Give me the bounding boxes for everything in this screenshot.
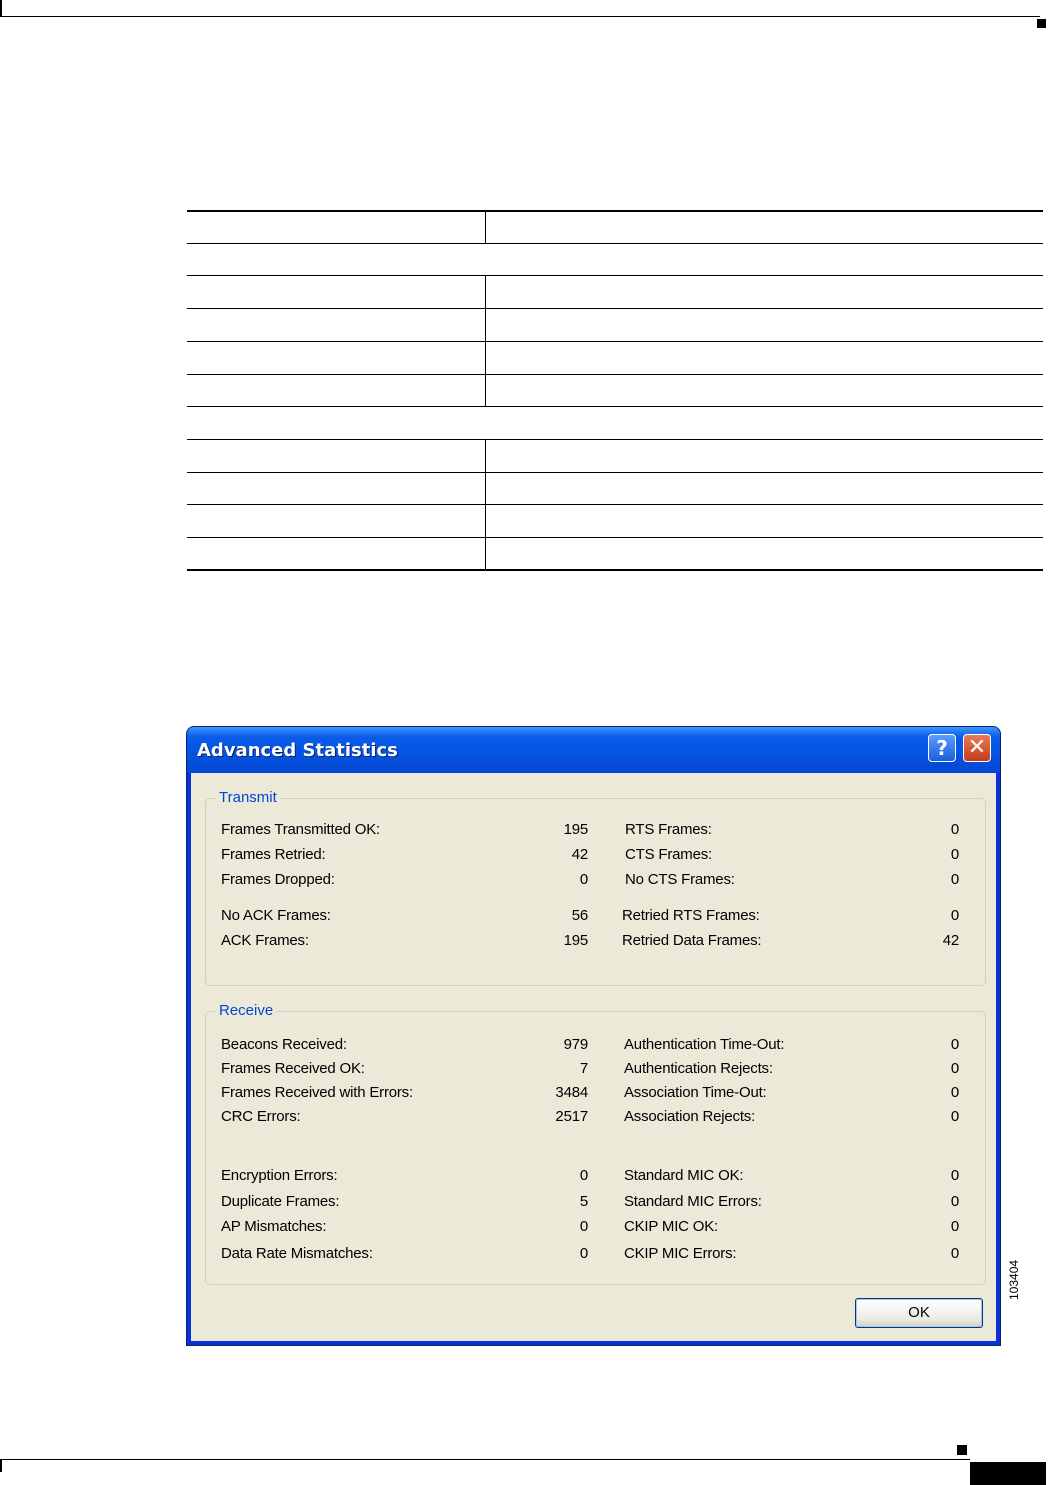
stat-value: 0 (579, 1167, 588, 1184)
table-rule (187, 243, 1043, 244)
stat-value: 0 (950, 1193, 959, 1210)
stat-value: 56 (571, 907, 588, 924)
stat-label: Frames Transmitted OK: (221, 821, 380, 838)
stat-label: CKIP MIC OK: (624, 1218, 719, 1235)
footer-page-box (970, 1462, 1046, 1485)
table-rule (187, 406, 1043, 407)
stat-label: Standard MIC OK: (624, 1167, 744, 1184)
footer-marker (957, 1445, 967, 1455)
header-rule (0, 16, 1040, 17)
footer-tick (0, 1460, 2, 1472)
document-table (187, 210, 1043, 571)
stat-value: 0 (950, 1245, 959, 1262)
stat-label: Duplicate Frames: (221, 1193, 340, 1210)
stat-label: No CTS Frames: (625, 871, 735, 888)
stat-value: 0 (950, 907, 959, 924)
stat-label: No ACK Frames: (221, 907, 331, 924)
table-rule (187, 537, 1043, 538)
stat-value: 0 (950, 846, 959, 863)
receive-legend: Receive (216, 1002, 276, 1019)
table-column-divider (485, 275, 486, 407)
stat-label: AP Mismatches: (221, 1218, 327, 1235)
stat-label: Association Time-Out: (624, 1084, 767, 1101)
stat-label: CRC Errors: (221, 1108, 301, 1125)
table-rule (187, 308, 1043, 309)
table-rule (187, 439, 1043, 440)
stat-value: 3484 (555, 1084, 588, 1101)
stat-label: ACK Frames: (221, 932, 309, 949)
dialog-body (191, 773, 996, 1341)
table-rule (187, 472, 1043, 473)
table-column-divider (485, 439, 486, 570)
stat-value: 5 (579, 1193, 588, 1210)
stat-label: Beacons Received: (221, 1036, 347, 1053)
help-icon: ? (936, 736, 948, 760)
figure-id: 103404 (1007, 1259, 1021, 1300)
stat-value: 42 (942, 932, 959, 949)
table-rule (187, 374, 1043, 375)
stat-value: 0 (950, 871, 959, 888)
table-rule (187, 210, 1043, 212)
stat-value: 0 (950, 1108, 959, 1125)
table-rule (187, 341, 1043, 342)
stat-value: 195 (563, 932, 588, 949)
stat-value: 0 (579, 871, 588, 888)
table-rule (187, 275, 1043, 276)
advanced-statistics-dialog (186, 726, 1001, 1346)
stat-value: 42 (571, 846, 588, 863)
stat-label: Frames Received OK: (221, 1060, 365, 1077)
stat-label: RTS Frames: (625, 821, 712, 838)
help-button[interactable] (928, 734, 956, 762)
stat-label: Encryption Errors: (221, 1167, 338, 1184)
stat-value: 0 (579, 1218, 588, 1235)
stat-value: 0 (950, 1167, 959, 1184)
ok-button[interactable]: OK (855, 1298, 983, 1328)
title-bar[interactable] (187, 727, 1000, 773)
stat-label: Retried Data Frames: (622, 932, 762, 949)
stat-label: Authentication Time-Out: (624, 1036, 785, 1053)
stat-value: 979 (563, 1036, 588, 1053)
stat-value: 2517 (555, 1108, 588, 1125)
table-rule (187, 569, 1043, 571)
stat-label: Authentication Rejects: (624, 1060, 773, 1077)
stat-value: 0 (950, 1084, 959, 1101)
table-rule (187, 504, 1043, 505)
table-column-divider (485, 210, 486, 244)
stat-label: Frames Received with Errors: (221, 1084, 413, 1101)
stat-value: 0 (950, 1218, 959, 1235)
stat-value: 0 (950, 1060, 959, 1077)
stat-label: Data Rate Mismatches: (221, 1245, 373, 1262)
header-marker (1037, 19, 1046, 28)
stat-value: 7 (579, 1060, 588, 1077)
stat-label: Retried RTS Frames: (622, 907, 760, 924)
close-button[interactable] (963, 734, 991, 762)
stat-value: 0 (950, 821, 959, 838)
stat-label: Standard MIC Errors: (624, 1193, 762, 1210)
stat-value: 0 (579, 1245, 588, 1262)
stat-value: 195 (563, 821, 588, 838)
dialog-title: Advanced Statistics (197, 740, 398, 761)
close-icon: ✕ (967, 735, 987, 760)
stat-label: Frames Retried: (221, 846, 326, 863)
stat-label: Frames Dropped: (221, 871, 335, 888)
footer-rule (0, 1459, 970, 1460)
stat-label: CKIP MIC Errors: (624, 1245, 737, 1262)
stat-value: 0 (950, 1036, 959, 1053)
transmit-legend: Transmit (216, 789, 280, 806)
stat-label: CTS Frames: (625, 846, 712, 863)
stat-label: Association Rejects: (624, 1108, 756, 1125)
header-tick (0, 0, 2, 17)
